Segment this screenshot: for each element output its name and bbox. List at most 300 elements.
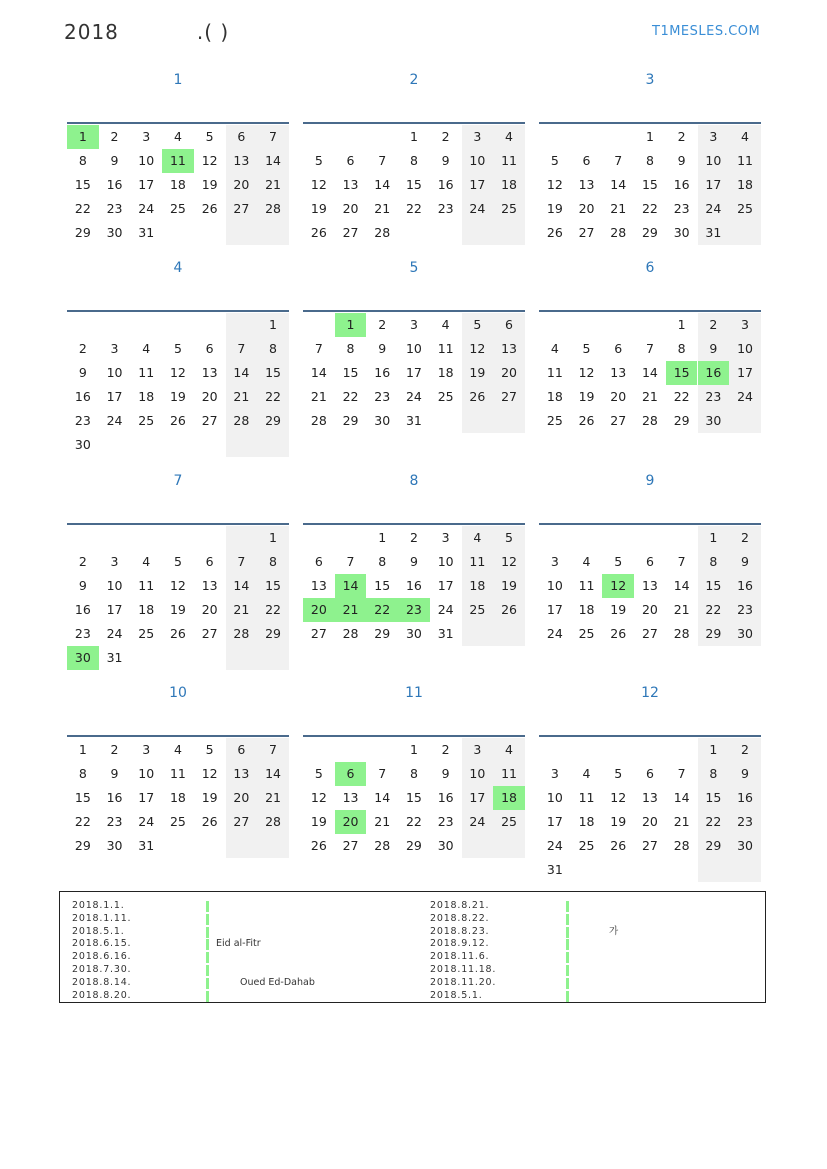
day-cell[interactable]: 18 bbox=[462, 574, 494, 598]
day-cell[interactable]: 26 bbox=[201, 814, 218, 829]
day-cell[interactable]: 1 bbox=[78, 742, 87, 757]
day-cell[interactable]: 19 bbox=[169, 389, 186, 404]
day-cell[interactable]: 17 bbox=[546, 814, 563, 829]
day-cell[interactable]: 29 bbox=[698, 834, 730, 858]
day-cell[interactable]: 18 bbox=[138, 389, 155, 404]
day-cell[interactable]: 9 bbox=[110, 153, 119, 168]
day-cell[interactable]: 20 bbox=[201, 389, 218, 404]
day-cell[interactable]: 16 bbox=[673, 177, 690, 192]
day-cell[interactable]: 28 bbox=[226, 409, 258, 433]
day-cell[interactable]: 15 bbox=[666, 361, 698, 385]
day-cell[interactable]: 8 bbox=[645, 153, 654, 168]
day-cell[interactable]: 26 bbox=[610, 626, 627, 641]
day-cell[interactable]: 7 bbox=[257, 125, 289, 149]
day-cell[interactable]: 17 bbox=[106, 602, 123, 617]
day-cell[interactable]: 9 bbox=[729, 762, 761, 786]
day-cell[interactable]: 8 bbox=[409, 153, 418, 168]
day-cell[interactable]: 25 bbox=[169, 814, 186, 829]
day-cell[interactable]: 22 bbox=[257, 385, 289, 409]
day-cell[interactable]: 7 bbox=[645, 341, 654, 356]
day-cell[interactable]: 14 bbox=[226, 361, 258, 385]
day-cell[interactable]: 12 bbox=[310, 790, 327, 805]
day-cell[interactable]: 10 bbox=[698, 149, 730, 173]
day-cell[interactable]: 1 bbox=[698, 526, 730, 550]
day-cell[interactable]: 6 bbox=[614, 341, 623, 356]
day-cell[interactable]: 19 bbox=[493, 574, 525, 598]
day-cell[interactable]: 15 bbox=[374, 578, 391, 593]
day-cell[interactable]: 15 bbox=[405, 177, 422, 192]
day-cell[interactable]: 1 bbox=[698, 738, 730, 762]
day-cell[interactable]: 31 bbox=[546, 862, 563, 877]
day-cell[interactable]: 19 bbox=[310, 814, 327, 829]
day-cell[interactable]: 26 bbox=[310, 225, 327, 240]
day-cell[interactable]: 4 bbox=[729, 125, 761, 149]
day-cell[interactable]: 28 bbox=[374, 225, 391, 240]
day-cell[interactable]: 9 bbox=[378, 341, 387, 356]
day-cell[interactable]: 22 bbox=[673, 389, 690, 404]
day-cell[interactable]: 16 bbox=[437, 177, 454, 192]
day-cell[interactable]: 11 bbox=[169, 766, 186, 781]
day-cell[interactable]: 11 bbox=[729, 149, 761, 173]
day-cell[interactable]: 24 bbox=[462, 197, 494, 221]
day-cell[interactable]: 7 bbox=[346, 554, 355, 569]
day-cell[interactable]: 16 bbox=[74, 389, 91, 404]
day-cell[interactable]: 11 bbox=[437, 341, 454, 356]
day-cell[interactable]: 10 bbox=[546, 790, 563, 805]
day-cell[interactable]: 19 bbox=[201, 790, 218, 805]
day-cell[interactable]: 19 bbox=[201, 177, 218, 192]
day-cell[interactable]: 27 bbox=[201, 413, 218, 428]
day-cell[interactable]: 25 bbox=[578, 626, 595, 641]
day-cell[interactable]: 27 bbox=[226, 197, 258, 221]
day-cell[interactable]: 16 bbox=[698, 361, 730, 385]
day-cell[interactable]: 13 bbox=[493, 337, 525, 361]
day-cell[interactable]: 16 bbox=[106, 177, 123, 192]
day-cell[interactable]: 25 bbox=[138, 626, 155, 641]
day-cell[interactable]: 27 bbox=[342, 838, 359, 853]
day-cell[interactable]: 28 bbox=[374, 838, 391, 853]
day-cell[interactable]: 25 bbox=[437, 389, 454, 404]
day-cell[interactable]: 25 bbox=[462, 598, 494, 622]
day-cell[interactable]: 14 bbox=[673, 790, 690, 805]
day-cell[interactable]: 13 bbox=[310, 578, 327, 593]
day-cell[interactable]: 3 bbox=[110, 554, 119, 569]
day-cell[interactable]: 7 bbox=[677, 766, 686, 781]
day-cell[interactable]: 5 bbox=[614, 554, 623, 569]
day-cell[interactable]: 6 bbox=[205, 554, 214, 569]
day-cell[interactable]: 2 bbox=[441, 129, 450, 144]
day-cell[interactable]: 23 bbox=[437, 814, 454, 829]
day-cell[interactable]: 2 bbox=[729, 738, 761, 762]
day-cell[interactable]: 7 bbox=[226, 337, 258, 361]
day-cell[interactable]: 19 bbox=[546, 201, 563, 216]
day-cell[interactable]: 22 bbox=[641, 201, 658, 216]
day-cell[interactable]: 13 bbox=[201, 578, 218, 593]
day-cell[interactable]: 13 bbox=[226, 149, 258, 173]
day-cell[interactable]: 1 bbox=[257, 526, 289, 550]
day-cell[interactable]: 8 bbox=[698, 550, 730, 574]
day-cell[interactable]: 13 bbox=[578, 177, 595, 192]
day-cell[interactable]: 27 bbox=[641, 838, 658, 853]
day-cell[interactable]: 17 bbox=[106, 389, 123, 404]
day-cell[interactable]: 18 bbox=[578, 602, 595, 617]
day-cell[interactable]: 13 bbox=[610, 365, 627, 380]
day-cell[interactable]: 25 bbox=[546, 413, 563, 428]
day-cell[interactable]: 21 bbox=[335, 598, 367, 622]
day-cell[interactable]: 12 bbox=[462, 337, 494, 361]
day-cell[interactable]: 18 bbox=[578, 814, 595, 829]
day-cell[interactable]: 13 bbox=[201, 365, 218, 380]
day-cell[interactable]: 19 bbox=[610, 602, 627, 617]
day-cell[interactable]: 28 bbox=[641, 413, 658, 428]
day-cell[interactable]: 2 bbox=[378, 317, 387, 332]
day-cell[interactable]: 21 bbox=[226, 598, 258, 622]
day-cell[interactable]: 21 bbox=[610, 201, 627, 216]
day-cell[interactable]: 20 bbox=[578, 201, 595, 216]
day-cell[interactable]: 21 bbox=[374, 201, 391, 216]
day-cell[interactable]: 4 bbox=[173, 742, 182, 757]
day-cell[interactable]: 10 bbox=[729, 337, 761, 361]
day-cell[interactable]: 4 bbox=[142, 341, 151, 356]
day-cell[interactable]: 2 bbox=[677, 129, 686, 144]
day-cell[interactable]: 24 bbox=[698, 197, 730, 221]
day-cell[interactable]: 5 bbox=[582, 341, 591, 356]
day-cell[interactable]: 17 bbox=[405, 365, 422, 380]
day-cell[interactable]: 10 bbox=[106, 365, 123, 380]
day-cell[interactable]: 23 bbox=[437, 201, 454, 216]
day-cell[interactable]: 12 bbox=[310, 177, 327, 192]
day-cell[interactable]: 8 bbox=[698, 762, 730, 786]
day-cell[interactable]: 17 bbox=[698, 173, 730, 197]
day-cell[interactable]: 2 bbox=[78, 554, 87, 569]
day-cell[interactable]: 11 bbox=[138, 365, 155, 380]
day-cell[interactable]: 20 bbox=[641, 814, 658, 829]
day-cell[interactable]: 11 bbox=[138, 578, 155, 593]
day-cell[interactable]: 5 bbox=[314, 766, 323, 781]
day-cell[interactable]: 30 bbox=[106, 838, 123, 853]
day-cell[interactable]: 11 bbox=[462, 550, 494, 574]
day-cell[interactable]: 9 bbox=[441, 766, 450, 781]
day-cell[interactable]: 12 bbox=[602, 574, 634, 598]
day-cell[interactable]: 21 bbox=[310, 389, 327, 404]
day-cell[interactable]: 9 bbox=[409, 554, 418, 569]
day-cell[interactable]: 27 bbox=[610, 413, 627, 428]
day-cell[interactable]: 6 bbox=[314, 554, 323, 569]
day-cell[interactable]: 24 bbox=[106, 626, 123, 641]
day-cell[interactable]: 10 bbox=[546, 578, 563, 593]
day-cell[interactable]: 3 bbox=[729, 313, 761, 337]
day-cell[interactable]: 15 bbox=[405, 790, 422, 805]
day-cell[interactable]: 7 bbox=[226, 550, 258, 574]
day-cell[interactable]: 12 bbox=[201, 153, 218, 168]
day-cell[interactable]: 5 bbox=[314, 153, 323, 168]
day-cell[interactable]: 26 bbox=[610, 838, 627, 853]
day-cell[interactable]: 2 bbox=[78, 341, 87, 356]
day-cell[interactable]: 5 bbox=[462, 313, 494, 337]
day-cell[interactable]: 28 bbox=[610, 225, 627, 240]
day-cell[interactable]: 22 bbox=[74, 814, 91, 829]
day-cell[interactable]: 22 bbox=[405, 201, 422, 216]
day-cell[interactable]: 22 bbox=[257, 598, 289, 622]
day-cell[interactable]: 29 bbox=[257, 622, 289, 646]
day-cell[interactable]: 8 bbox=[409, 766, 418, 781]
day-cell[interactable]: 4 bbox=[142, 554, 151, 569]
day-cell[interactable]: 9 bbox=[78, 578, 87, 593]
day-cell[interactable]: 6 bbox=[226, 125, 258, 149]
day-cell[interactable]: 28 bbox=[673, 838, 690, 853]
day-cell[interactable]: 10 bbox=[462, 149, 494, 173]
day-cell[interactable]: 27 bbox=[641, 626, 658, 641]
day-cell[interactable]: 13 bbox=[226, 762, 258, 786]
day-cell[interactable]: 10 bbox=[437, 554, 454, 569]
day-cell[interactable]: 30 bbox=[729, 622, 761, 646]
day-cell[interactable]: 1 bbox=[378, 530, 387, 545]
day-cell[interactable]: 21 bbox=[257, 786, 289, 810]
day-cell[interactable]: 28 bbox=[342, 626, 359, 641]
day-cell[interactable]: 16 bbox=[106, 790, 123, 805]
day-cell[interactable]: 7 bbox=[378, 766, 387, 781]
day-cell[interactable]: 20 bbox=[610, 389, 627, 404]
day-cell[interactable]: 14 bbox=[641, 365, 658, 380]
day-cell[interactable]: 22 bbox=[366, 598, 398, 622]
day-cell[interactable]: 18 bbox=[493, 786, 525, 810]
day-cell[interactable]: 31 bbox=[698, 221, 730, 245]
day-cell[interactable]: 24 bbox=[437, 602, 454, 617]
day-cell[interactable]: 10 bbox=[405, 341, 422, 356]
day-cell[interactable]: 24 bbox=[405, 389, 422, 404]
day-cell[interactable]: 3 bbox=[142, 129, 151, 144]
day-cell[interactable]: 23 bbox=[673, 201, 690, 216]
day-cell[interactable]: 17 bbox=[138, 790, 155, 805]
day-cell[interactable]: 31 bbox=[138, 225, 155, 240]
day-cell[interactable]: 27 bbox=[201, 626, 218, 641]
day-cell[interactable]: 19 bbox=[462, 361, 494, 385]
day-cell[interactable]: 27 bbox=[342, 225, 359, 240]
day-cell[interactable]: 26 bbox=[169, 626, 186, 641]
day-cell[interactable]: 11 bbox=[578, 578, 595, 593]
day-cell[interactable]: 23 bbox=[374, 389, 391, 404]
day-cell[interactable]: 25 bbox=[493, 197, 525, 221]
day-cell[interactable]: 15 bbox=[257, 361, 289, 385]
day-cell[interactable]: 27 bbox=[226, 810, 258, 834]
day-cell[interactable]: 18 bbox=[169, 790, 186, 805]
day-cell[interactable]: 22 bbox=[405, 814, 422, 829]
day-cell[interactable]: 4 bbox=[173, 129, 182, 144]
day-cell[interactable]: 18 bbox=[493, 173, 525, 197]
day-cell[interactable]: 30 bbox=[729, 834, 761, 858]
day-cell[interactable]: 2 bbox=[409, 530, 418, 545]
day-cell[interactable]: 20 bbox=[493, 361, 525, 385]
day-cell[interactable]: 3 bbox=[462, 738, 494, 762]
day-cell[interactable]: 16 bbox=[729, 786, 761, 810]
day-cell[interactable]: 30 bbox=[698, 409, 730, 433]
day-cell[interactable]: 6 bbox=[493, 313, 525, 337]
day-cell[interactable]: 17 bbox=[462, 173, 494, 197]
day-cell[interactable]: 25 bbox=[578, 838, 595, 853]
day-cell[interactable]: 19 bbox=[578, 389, 595, 404]
day-cell[interactable]: 19 bbox=[610, 814, 627, 829]
day-cell[interactable]: 5 bbox=[205, 742, 214, 757]
day-cell[interactable]: 1 bbox=[67, 125, 99, 149]
day-cell[interactable]: 2 bbox=[441, 742, 450, 757]
day-cell[interactable]: 20 bbox=[226, 786, 258, 810]
day-cell[interactable]: 1 bbox=[257, 313, 289, 337]
day-cell[interactable]: 29 bbox=[698, 622, 730, 646]
day-cell[interactable]: 8 bbox=[257, 337, 289, 361]
site-logo[interactable]: T1MESLES.COM bbox=[652, 24, 761, 39]
day-cell[interactable]: 21 bbox=[257, 173, 289, 197]
day-cell[interactable]: 20 bbox=[201, 602, 218, 617]
day-cell[interactable]: 11 bbox=[546, 365, 563, 380]
day-cell[interactable]: 25 bbox=[729, 197, 761, 221]
day-cell[interactable]: 30 bbox=[437, 838, 454, 853]
day-cell[interactable]: 4 bbox=[493, 125, 525, 149]
day-cell[interactable]: 29 bbox=[74, 838, 91, 853]
day-cell[interactable]: 16 bbox=[437, 790, 454, 805]
day-cell[interactable]: 4 bbox=[441, 317, 450, 332]
day-cell[interactable]: 10 bbox=[106, 578, 123, 593]
day-cell[interactable]: 17 bbox=[138, 177, 155, 192]
day-cell[interactable]: 7 bbox=[257, 738, 289, 762]
day-cell[interactable]: 22 bbox=[74, 201, 91, 216]
day-cell[interactable]: 1 bbox=[335, 313, 367, 337]
day-cell[interactable]: 30 bbox=[106, 225, 123, 240]
day-cell[interactable]: 21 bbox=[673, 602, 690, 617]
day-cell[interactable]: 13 bbox=[641, 578, 658, 593]
day-cell[interactable]: 8 bbox=[78, 766, 87, 781]
day-cell[interactable]: 31 bbox=[106, 650, 123, 665]
day-cell[interactable]: 9 bbox=[110, 766, 119, 781]
day-cell[interactable]: 28 bbox=[257, 197, 289, 221]
day-cell[interactable]: 24 bbox=[546, 838, 563, 853]
day-cell[interactable]: 23 bbox=[729, 810, 761, 834]
day-cell[interactable]: 8 bbox=[346, 341, 355, 356]
day-cell[interactable]: 21 bbox=[374, 814, 391, 829]
day-cell[interactable]: 5 bbox=[173, 554, 182, 569]
day-cell[interactable]: 18 bbox=[546, 389, 563, 404]
day-cell[interactable]: 2 bbox=[110, 129, 119, 144]
day-cell[interactable]: 11 bbox=[162, 149, 194, 173]
day-cell[interactable]: 20 bbox=[342, 201, 359, 216]
day-cell[interactable]: 30 bbox=[673, 225, 690, 240]
day-cell[interactable]: 26 bbox=[493, 598, 525, 622]
day-cell[interactable]: 30 bbox=[374, 413, 391, 428]
day-cell[interactable]: 21 bbox=[673, 814, 690, 829]
day-cell[interactable]: 26 bbox=[201, 201, 218, 216]
day-cell[interactable]: 15 bbox=[257, 574, 289, 598]
day-cell[interactable]: 9 bbox=[729, 550, 761, 574]
day-cell[interactable]: 5 bbox=[493, 526, 525, 550]
day-cell[interactable]: 28 bbox=[310, 413, 327, 428]
day-cell[interactable]: 28 bbox=[673, 626, 690, 641]
day-cell[interactable]: 16 bbox=[729, 574, 761, 598]
day-cell[interactable]: 14 bbox=[226, 574, 258, 598]
day-cell[interactable]: 24 bbox=[138, 201, 155, 216]
day-cell[interactable]: 23 bbox=[74, 626, 91, 641]
day-cell[interactable]: 16 bbox=[74, 602, 91, 617]
day-cell[interactable]: 12 bbox=[201, 766, 218, 781]
day-cell[interactable]: 29 bbox=[405, 838, 422, 853]
day-cell[interactable]: 14 bbox=[257, 762, 289, 786]
day-cell[interactable]: 28 bbox=[226, 622, 258, 646]
day-cell[interactable]: 17 bbox=[462, 786, 494, 810]
day-cell[interactable]: 30 bbox=[67, 646, 99, 670]
day-cell[interactable]: 20 bbox=[303, 598, 335, 622]
day-cell[interactable]: 1 bbox=[409, 129, 418, 144]
day-cell[interactable]: 17 bbox=[546, 602, 563, 617]
day-cell[interactable]: 8 bbox=[257, 550, 289, 574]
day-cell[interactable]: 6 bbox=[346, 153, 355, 168]
day-cell[interactable]: 1 bbox=[409, 742, 418, 757]
day-cell[interactable]: 22 bbox=[342, 389, 359, 404]
day-cell[interactable]: 7 bbox=[378, 153, 387, 168]
day-cell[interactable]: 26 bbox=[169, 413, 186, 428]
day-cell[interactable]: 3 bbox=[142, 742, 151, 757]
day-cell[interactable]: 11 bbox=[493, 762, 525, 786]
day-cell[interactable]: 7 bbox=[614, 153, 623, 168]
day-cell[interactable]: 29 bbox=[673, 413, 690, 428]
day-cell[interactable]: 27 bbox=[310, 626, 327, 641]
day-cell[interactable]: 14 bbox=[610, 177, 627, 192]
day-cell[interactable]: 29 bbox=[74, 225, 91, 240]
day-cell[interactable]: 10 bbox=[138, 153, 155, 168]
day-cell[interactable]: 19 bbox=[169, 602, 186, 617]
day-cell[interactable]: 23 bbox=[698, 385, 730, 409]
day-cell[interactable]: 31 bbox=[437, 626, 454, 641]
day-cell[interactable]: 17 bbox=[729, 361, 761, 385]
day-cell[interactable]: 8 bbox=[378, 554, 387, 569]
day-cell[interactable]: 15 bbox=[641, 177, 658, 192]
day-cell[interactable]: 5 bbox=[550, 153, 559, 168]
day-cell[interactable]: 2 bbox=[698, 313, 730, 337]
day-cell[interactable]: 24 bbox=[546, 626, 563, 641]
day-cell[interactable]: 1 bbox=[677, 317, 686, 332]
day-cell[interactable]: 9 bbox=[698, 337, 730, 361]
day-cell[interactable]: 23 bbox=[106, 814, 123, 829]
day-cell[interactable]: 12 bbox=[578, 365, 595, 380]
day-cell[interactable]: 4 bbox=[550, 341, 559, 356]
day-cell[interactable]: 6 bbox=[645, 554, 654, 569]
day-cell[interactable]: 29 bbox=[374, 626, 391, 641]
day-cell[interactable]: 24 bbox=[729, 385, 761, 409]
day-cell[interactable]: 5 bbox=[205, 129, 214, 144]
day-cell[interactable]: 25 bbox=[138, 413, 155, 428]
day-cell[interactable]: 18 bbox=[138, 602, 155, 617]
day-cell[interactable]: 12 bbox=[546, 177, 563, 192]
day-cell[interactable]: 20 bbox=[226, 173, 258, 197]
day-cell[interactable]: 26 bbox=[310, 838, 327, 853]
day-cell[interactable]: 26 bbox=[578, 413, 595, 428]
day-cell[interactable]: 14 bbox=[374, 177, 391, 192]
day-cell[interactable]: 8 bbox=[78, 153, 87, 168]
day-cell[interactable]: 29 bbox=[641, 225, 658, 240]
day-cell[interactable]: 12 bbox=[169, 578, 186, 593]
day-cell[interactable]: 3 bbox=[550, 766, 559, 781]
day-cell[interactable]: 27 bbox=[493, 385, 525, 409]
day-cell[interactable]: 15 bbox=[74, 790, 91, 805]
day-cell[interactable]: 22 bbox=[698, 810, 730, 834]
day-cell[interactable]: 24 bbox=[106, 413, 123, 428]
day-cell[interactable]: 6 bbox=[205, 341, 214, 356]
day-cell[interactable]: 19 bbox=[310, 201, 327, 216]
day-cell[interactable]: 5 bbox=[614, 766, 623, 781]
day-cell[interactable]: 18 bbox=[169, 177, 186, 192]
day-cell[interactable]: 12 bbox=[169, 365, 186, 380]
day-cell[interactable]: 3 bbox=[441, 530, 450, 545]
day-cell[interactable]: 6 bbox=[226, 738, 258, 762]
day-cell[interactable]: 7 bbox=[314, 341, 323, 356]
day-cell[interactable]: 14 bbox=[673, 578, 690, 593]
